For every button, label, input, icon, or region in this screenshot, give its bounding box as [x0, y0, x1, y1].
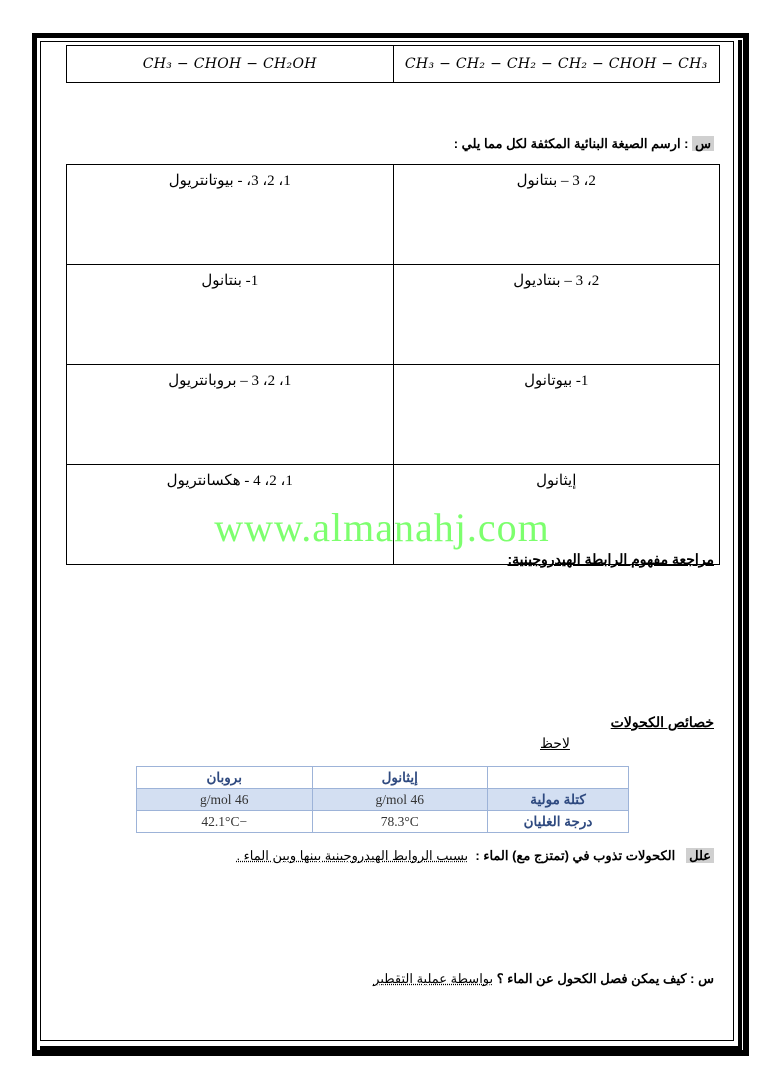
- compound-cell: 1، 2، 3، - بيوتانتريول: [67, 165, 394, 265]
- table-row: [137, 811, 629, 833]
- table-row: [67, 165, 720, 265]
- alcohol-properties-heading: خصائص الكحولات: [610, 714, 714, 730]
- cell-value: 78.3°C: [312, 811, 488, 833]
- question-text: : كيف يمكن فصل الكحول عن الماء ؟: [496, 971, 699, 986]
- table-row: [67, 265, 720, 365]
- header-cell: إيثانول: [312, 767, 488, 789]
- cell-value: −42.1°C: [137, 811, 313, 833]
- question-draw-formulas: [454, 136, 714, 152]
- question-answer: بواسطة عملية التقطير: [373, 971, 494, 986]
- table-row: [137, 789, 629, 811]
- header-cell: [488, 767, 629, 789]
- formula-table: [66, 45, 720, 83]
- cell-value: 46 g/mol: [137, 789, 313, 811]
- watermark: www.almanahj.com: [214, 505, 550, 550]
- compound-cell: 1، 2، 3 – بروبانتريول: [67, 365, 394, 465]
- compound-cell: 2، 3 – بنتاديول: [393, 265, 720, 365]
- table-row: [67, 365, 720, 465]
- explain-answer: بسبب الروابط الهيدروجينية بينها وبين الماء .: [236, 848, 469, 863]
- row-label: كتلة مولية: [488, 789, 629, 811]
- question-separation: [373, 971, 714, 987]
- explain-question: الكحولات تذوب في (تمتزج مع) الماء :: [475, 848, 676, 863]
- explain-line: [236, 848, 714, 864]
- compound-cell: 1- بنتانول: [67, 265, 394, 365]
- table-header-row: [137, 767, 629, 789]
- compound-cell: 1، 2، 4 - هكسانتريول: [67, 465, 394, 565]
- notice-label: لاحظ: [540, 737, 570, 752]
- formula-right: CH₃ − CH₂ − CH₂ − CH₂ − CHOH − CH₃: [393, 46, 720, 83]
- formula-left: CH₃ − CHOH − CH₂OH: [67, 46, 394, 83]
- question-text: : ارسم الصيغة البنائية المكثفة لكل مما يلي :: [453, 136, 693, 151]
- explain-marker: علل: [686, 848, 714, 863]
- question-marker: س: [692, 136, 714, 151]
- properties-table: [136, 766, 629, 833]
- hbond-heading: مراجعة مفهوم الرابطة الهيدروجينية:: [507, 551, 714, 567]
- header-cell: بروبان: [137, 767, 313, 789]
- page-border-shadow: [40, 1046, 742, 1050]
- compound-cell: إيثانول: [393, 465, 720, 565]
- compound-cell: 2، 3 – بنتانول: [393, 165, 720, 265]
- question-marker: س: [698, 971, 714, 986]
- cell-value: 46 g/mol: [312, 789, 488, 811]
- compound-cell: 1- بيوتانول: [393, 365, 720, 465]
- row-label: درجة الغليان: [488, 811, 629, 833]
